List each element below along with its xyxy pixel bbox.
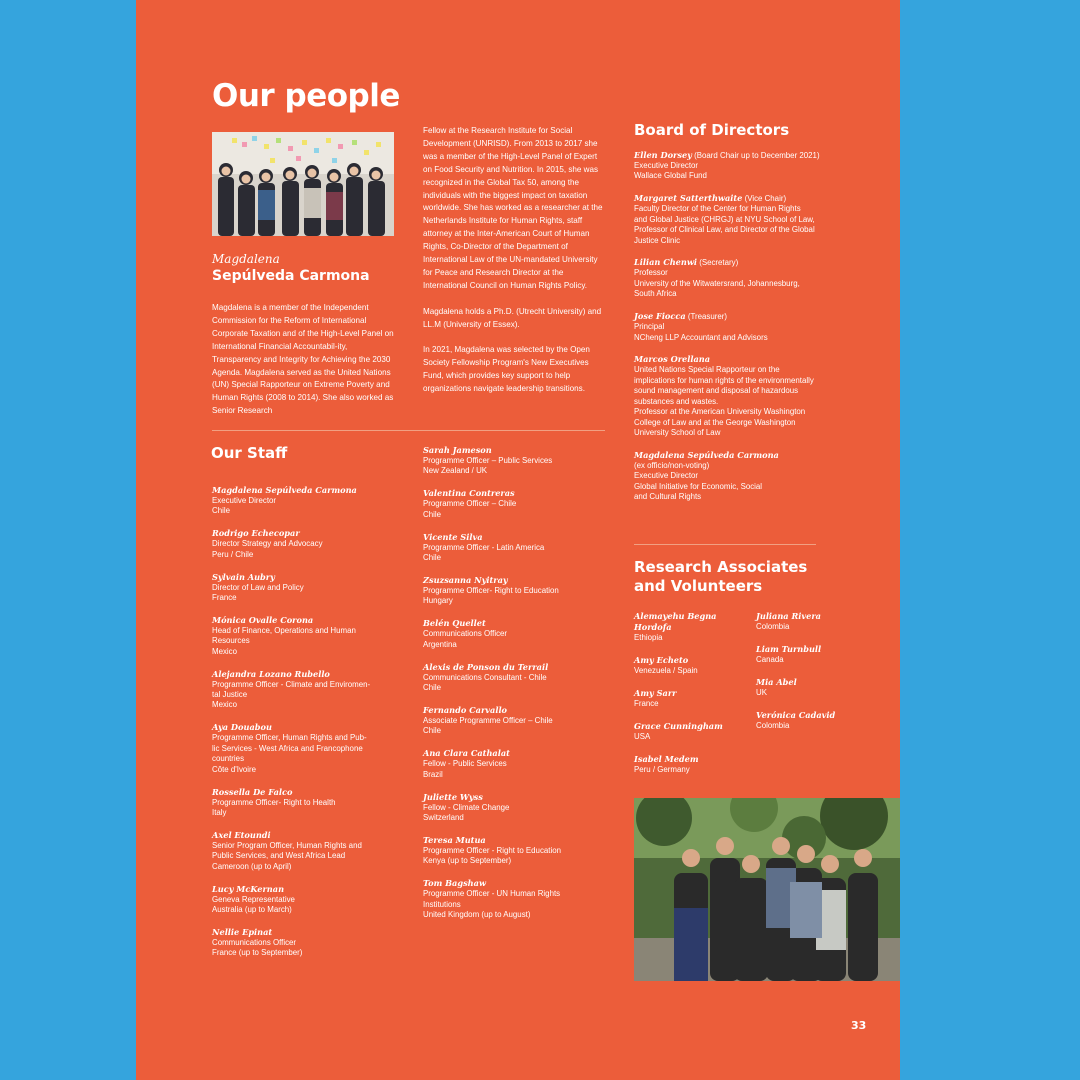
staff-entry — [423, 488, 613, 520]
staff-entry — [423, 445, 613, 477]
board-entry — [634, 257, 854, 299]
person-detail: Canada — [756, 654, 784, 664]
staff-list-col2 — [423, 445, 613, 932]
person-detail: Kenya (up to September) — [423, 856, 512, 866]
person-name-text: Sylvain Aubry — [212, 571, 275, 582]
person-name-text: Tom Bagshaw — [423, 878, 486, 889]
person-detail: Communications Consultant - Chile — [423, 672, 547, 682]
person-name — [423, 705, 613, 716]
profile-name — [212, 252, 392, 285]
person-name — [212, 830, 402, 841]
person-name — [756, 611, 866, 622]
person-detail: Professor at the American University Washington — [634, 407, 806, 417]
person-detail: Public Services, and West Africa Lead — [212, 851, 346, 861]
person-detail: Faculty Director of the Center for Human Rights — [634, 204, 801, 214]
person-name-text: Ana Clara Cathalat — [423, 748, 510, 759]
person-name — [634, 721, 752, 732]
staff-entry — [423, 748, 613, 780]
research-entry — [756, 644, 866, 665]
person-detail: Switzerland — [423, 812, 464, 822]
person-name-text: Magdalena Sepúlveda Carmona — [634, 449, 779, 460]
person-name-text: Alejandra Lozano Rubello — [212, 668, 330, 679]
staff-entry — [212, 669, 402, 711]
person-detail: Institutions — [423, 899, 461, 909]
person-name — [212, 615, 402, 626]
person-detail: France — [634, 698, 659, 708]
person-detail: Geneva Representative — [212, 894, 295, 904]
person-detail: Chile — [423, 726, 441, 736]
board-entry — [634, 311, 854, 343]
person-name-text: Lilian Chenwi — [634, 257, 697, 268]
person-detail: Professor — [634, 268, 668, 278]
divider — [212, 430, 605, 431]
person-detail: Executive Director — [634, 161, 699, 170]
person-name-text: Mia Abel — [756, 676, 797, 687]
person-detail: Programme Officer, Human Rights and Pub- — [212, 733, 367, 743]
person-name — [423, 532, 613, 543]
person-name-text: Amy Sarr — [634, 687, 677, 698]
staff-entry — [212, 615, 402, 657]
person-detail: Resources — [212, 636, 250, 646]
profile-bio-col1: Magdalena is a member of the Independent Commission for the Reform of International Corporate Taxation and of the High-Level Panel on International Financial Accountabil-ity, Transparency and Integrity for Achieving the 2030 Agenda. Magdalena served as the United Nations (UN) Special Rapporteur on Extreme Poverty and Human Rights (2008 to 2014). She also worked as Senior Research — [212, 303, 394, 416]
person-name-text: Nellie Epinat — [212, 926, 273, 937]
person-name-text: Liam Turnbull — [756, 643, 822, 654]
person-detail: Fellow - Climate Change — [423, 802, 510, 812]
staff-entry — [423, 835, 613, 867]
person-detail: Ethiopia — [634, 633, 663, 642]
person-detail: New Zealand / UK — [423, 466, 488, 476]
person-detail: Programme Officer - Latin America — [423, 542, 545, 552]
person-name-text: Alexis de Ponson du Terrail — [423, 661, 549, 672]
person-name-text: Margaret Satterthwaite — [634, 193, 743, 204]
person-role: (Secretary) — [697, 258, 739, 268]
person-detail: Colombia — [756, 622, 790, 631]
person-detail: (ex officio/non-voting) — [634, 460, 710, 470]
bio-paragraph: In 2021, Magdalena was selected by the Open Society Fellowship Program's New Executives Fund, which provides key support to help organizations navigate leadership transitions. — [423, 345, 590, 394]
bio-paragraph: Fellow at the Research Institute for Social Development (UNRISD). From 2013 to 2017 she was a member of the High-Level Panel of Expert on Food Security and Nutrition. In 2015, she was recognized in the Global Tax 50, among the individuals with the biggest impact on taxation worldwide. She has worked as a researcher at the Netherlands Institute for Human Rights, staff attorney at the Inter-American Court of Human Rights, Co-Director of the Department of International Law of the UN-mandated University for Peace and Research Director at the International Council on Human Rights Policy. — [423, 126, 603, 290]
person-detail: Brazil — [423, 769, 443, 779]
person-name-text: Belén Quellet — [423, 618, 486, 629]
team-photo-outdoor — [634, 798, 900, 981]
person-name-text: Vicente Silva — [423, 531, 483, 542]
person-name — [212, 669, 402, 680]
research-entry — [634, 611, 752, 643]
person-name-text: Jose Fiocca — [634, 311, 686, 322]
person-name — [634, 611, 752, 633]
person-name — [212, 927, 402, 938]
person-detail: sound management and disposal of hazardous — [634, 386, 799, 396]
staff-entry — [212, 572, 402, 604]
person-name-text: Juliette Wyss — [423, 791, 483, 802]
person-name — [423, 662, 613, 673]
staff-entry — [212, 485, 402, 517]
person-detail: implications for human rights of the environmentally — [634, 375, 814, 385]
person-detail: University of the Witwatersrand, Johannesburg, — [634, 278, 800, 288]
profile-bio-col2 — [423, 125, 607, 409]
person-name — [756, 710, 866, 721]
person-detail: countries — [212, 754, 245, 764]
board-entry — [634, 450, 854, 503]
person-name — [423, 445, 613, 456]
person-name — [634, 257, 854, 268]
person-name — [423, 575, 613, 586]
person-name — [212, 528, 402, 539]
person-name-text: Lucy McKernan — [212, 883, 285, 894]
person-name — [423, 792, 613, 803]
staff-entry — [212, 787, 402, 819]
person-detail: Côte d'Ivoire — [212, 764, 257, 774]
person-detail: tal Justice — [212, 690, 248, 700]
person-detail: and Cultural Rights — [634, 492, 702, 502]
person-name-text: Zsuzsanna Nyitray — [423, 574, 508, 585]
research-heading — [634, 558, 854, 596]
person-detail: Programme Officer - Right to Education — [423, 845, 561, 855]
person-name-text: Ellen Dorsey — [634, 150, 692, 160]
person-detail: Hungary — [423, 596, 453, 606]
person-detail: and Global Justice (CHRGJ) at NYU School of Law, — [634, 214, 815, 224]
person-detail: Head of Finance, Operations and Human — [212, 625, 356, 635]
person-detail: Venezuela / Spain — [634, 665, 698, 675]
person-detail: Programme Officer- Right to Education — [423, 585, 559, 595]
person-detail: Justice Clinic — [634, 235, 681, 245]
person-detail: Mexico — [212, 646, 237, 656]
research-entry — [756, 710, 866, 731]
divider — [634, 544, 816, 545]
staff-entry — [212, 528, 402, 560]
person-name — [634, 655, 752, 666]
person-name-text: Aya Douabou — [212, 722, 272, 733]
person-detail: Professor of Clinical Law, and Director of the Global — [634, 225, 815, 235]
staff-entry — [423, 575, 613, 607]
person-name-text: Grace Cunningham — [634, 720, 723, 731]
person-name-text: Isabel Medem — [634, 753, 699, 764]
person-name-text: Axel Etoundi — [212, 829, 271, 840]
person-role: (Board Chair up to December 2021) — [691, 151, 820, 160]
bio-paragraph: Magdalena holds a Ph.D. (Utrecht University) and LL.M (University of Essex). — [423, 306, 602, 329]
person-detail: France (up to September) — [212, 948, 303, 958]
person-name — [423, 488, 613, 499]
person-detail: Italy — [212, 807, 227, 817]
person-detail: NCheng LLP Accountant and Advisors — [634, 332, 768, 342]
person-name — [756, 677, 866, 688]
person-name — [212, 884, 402, 895]
person-name — [212, 485, 402, 496]
research-list-col2 — [756, 611, 866, 743]
person-detail: Cameroon (up to April) — [212, 861, 292, 871]
person-detail: Argentina — [423, 639, 457, 649]
person-detail: Peru / Chile — [212, 549, 254, 559]
person-detail: Wallace Global Fund — [634, 171, 707, 181]
page-title: Our people — [212, 78, 400, 114]
staff-entry — [212, 722, 402, 775]
person-detail: Mexico — [212, 700, 237, 710]
person-detail: United Kingdom (up to August) — [423, 909, 531, 919]
person-name-text: Marcos Orellana — [634, 354, 711, 365]
person-detail: Chile — [423, 509, 441, 519]
person-detail: Communications Officer — [212, 937, 297, 947]
person-detail: University School of Law — [634, 427, 721, 437]
person-detail: lic Services - West Africa and Francophone — [212, 743, 363, 753]
person-name — [634, 354, 854, 365]
person-name — [212, 787, 402, 798]
board-entry — [634, 150, 854, 182]
person-name — [634, 193, 854, 204]
research-heading-line2: and Volunteers — [634, 577, 763, 595]
profile-last-name: Sepúlveda Carmona — [212, 268, 370, 284]
document-page — [136, 0, 900, 1080]
staff-entry — [423, 705, 613, 737]
person-name — [423, 878, 613, 889]
person-detail: Programme Officer – Chile — [423, 499, 517, 509]
person-detail: Programme Officer - UN Human Rights — [423, 889, 561, 899]
person-detail: Colombia — [756, 720, 790, 730]
person-name-text: Mónica Ovalle Corona — [212, 614, 314, 625]
person-detail: Programme Officer- Right to Health — [212, 797, 336, 807]
person-detail: Peru / Germany — [634, 764, 690, 774]
research-list-col1 — [634, 611, 752, 787]
person-role: (Vice Chair) — [742, 194, 787, 204]
person-role: (Treasurer) — [685, 312, 728, 322]
research-entry — [634, 721, 752, 742]
person-detail: Australia (up to March) — [212, 904, 292, 914]
person-name — [423, 835, 613, 846]
person-detail: Executive Director — [634, 471, 699, 481]
profile-first-name: Magdalena — [212, 252, 280, 266]
research-entry — [756, 677, 866, 698]
person-detail: Communications Officer — [423, 629, 508, 639]
person-detail: Fellow - Public Services — [423, 759, 507, 769]
person-name — [634, 688, 752, 699]
person-name — [212, 572, 402, 583]
person-detail: Associate Programme Officer – Chile — [423, 715, 553, 725]
person-detail: Director Strategy and Advocacy — [212, 539, 323, 549]
person-name-text: Valentina Contreras — [423, 488, 515, 499]
staff-list-col1 — [212, 485, 402, 970]
person-detail: Senior Program Officer, Human Rights and — [212, 840, 362, 850]
person-name-text: Juliana Rivera — [756, 611, 821, 621]
person-name-text: Rossella De Falco — [212, 786, 293, 797]
person-name-text: Sarah Jameson — [423, 445, 492, 455]
person-name — [634, 311, 854, 322]
person-detail: France — [212, 593, 237, 603]
person-detail: Global Initiative for Economic, Social — [634, 481, 763, 491]
board-entry — [634, 193, 854, 246]
person-detail: UK — [756, 687, 767, 697]
person-detail: College of Law and at the George Washington — [634, 417, 796, 427]
person-name-text: Verónica Cadavid — [756, 709, 836, 720]
staff-entry — [423, 532, 613, 564]
person-detail: Principal — [634, 322, 665, 332]
staff-entry — [423, 618, 613, 650]
research-heading-line1: Research Associates — [634, 558, 808, 576]
person-name-text: Fernando Carvallo — [423, 704, 508, 715]
person-detail: Chile — [423, 553, 441, 563]
person-detail: USA — [634, 731, 651, 741]
staff-entry — [212, 830, 402, 872]
person-detail: Chile — [423, 682, 441, 692]
person-name — [634, 450, 854, 461]
person-name-text: Rodrigo Echecopar — [212, 528, 300, 539]
person-name — [634, 754, 752, 765]
person-detail: Programme Officer - Climate and Enviromen- — [212, 679, 371, 689]
research-entry — [634, 655, 752, 676]
board-heading: Board of Directors — [634, 121, 790, 139]
staff-heading: Our Staff — [211, 444, 288, 462]
person-detail: Programme Officer – Public Services — [423, 456, 553, 465]
person-name-text: Magdalena Sepúlveda Carmona — [212, 485, 357, 495]
person-name — [423, 618, 613, 629]
staff-entry — [423, 662, 613, 694]
staff-entry — [423, 792, 613, 824]
team-photo-office — [212, 132, 394, 236]
page-number: 33 — [851, 1019, 867, 1032]
staff-entry — [212, 927, 402, 959]
person-detail: substances and wastes. — [634, 396, 719, 406]
board-entry — [634, 354, 854, 438]
research-entry — [634, 688, 752, 709]
person-detail: United Nations Special Rapporteur on the — [634, 365, 780, 375]
person-name-text: Teresa Mutua — [423, 834, 486, 845]
research-entry — [756, 611, 866, 632]
person-name — [634, 150, 854, 161]
person-name-text: Amy Echeto — [634, 654, 689, 665]
person-name — [212, 722, 402, 733]
person-name — [756, 644, 866, 655]
person-detail: Director of Law and Policy — [212, 582, 304, 592]
person-name-text: Alemayehu Begna Hordofa — [634, 611, 717, 632]
staff-entry — [423, 878, 613, 920]
person-detail: Chile — [212, 506, 230, 516]
person-detail: Executive Director — [212, 496, 277, 505]
person-detail: South Africa — [634, 289, 677, 299]
person-name — [423, 748, 613, 759]
board-list — [634, 150, 854, 514]
staff-entry — [212, 884, 402, 916]
research-entry — [634, 754, 752, 775]
